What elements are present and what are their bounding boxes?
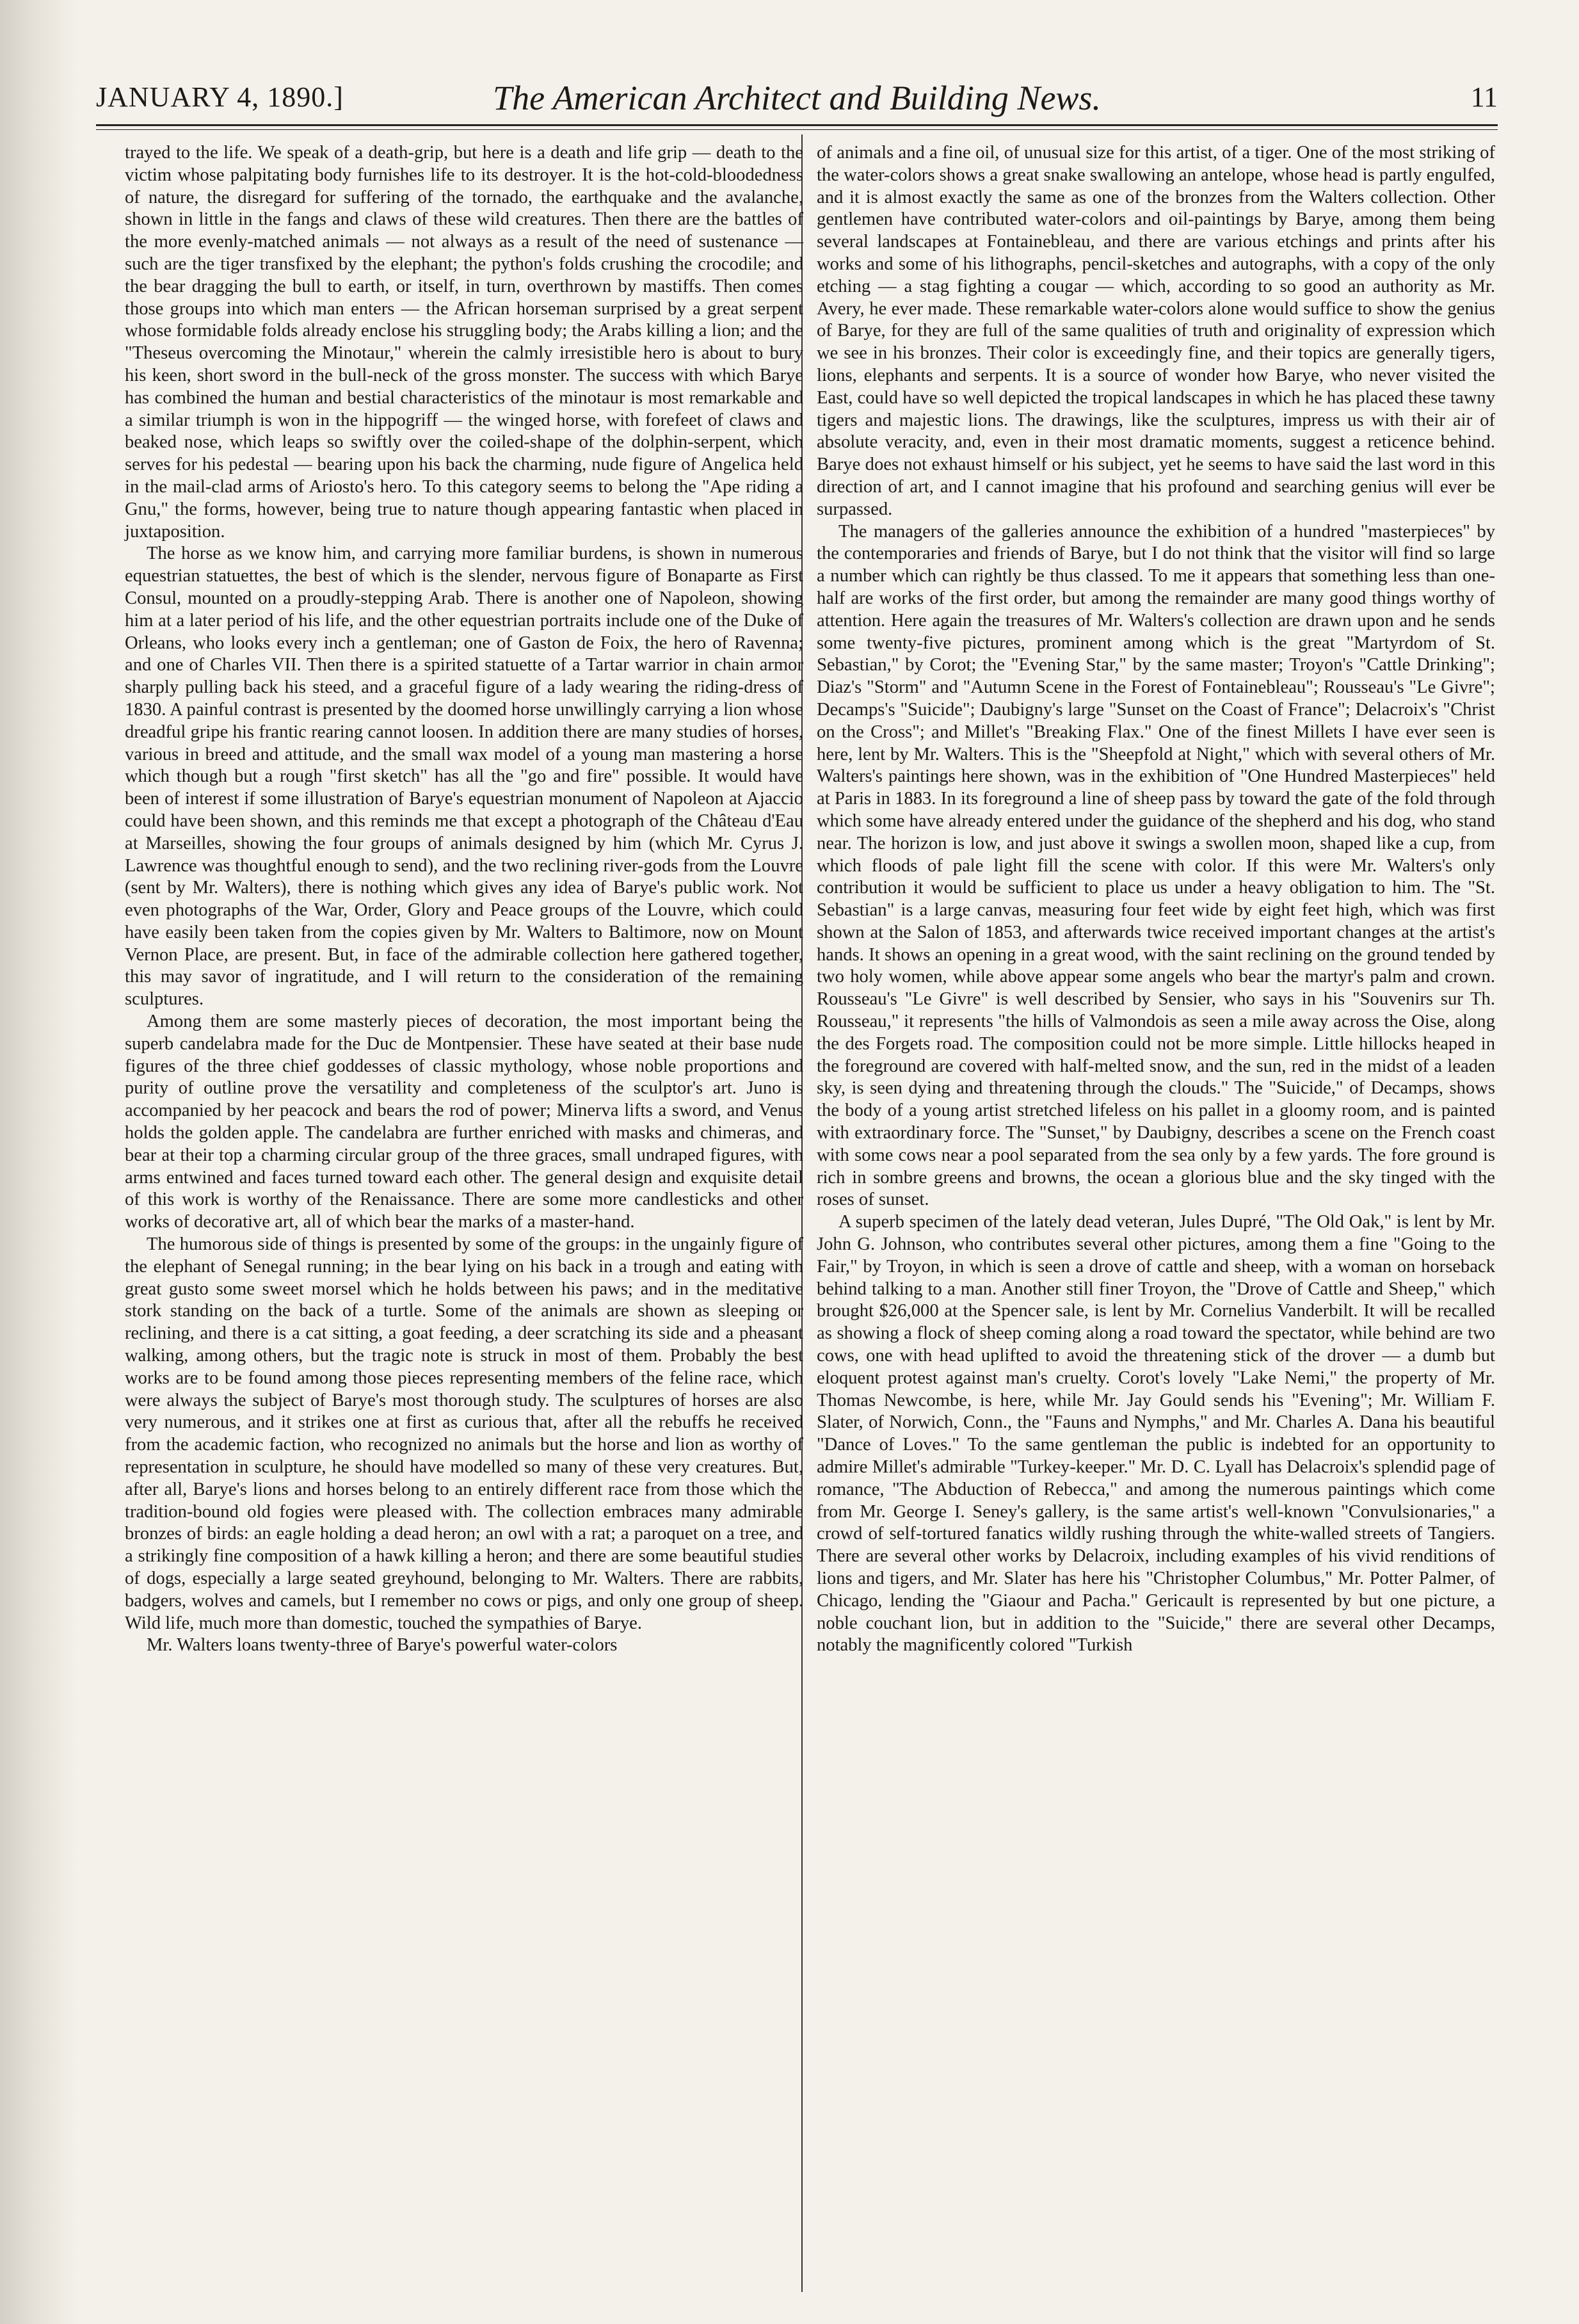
paragraph: trayed to the life. We speak of a death-grip, but here is a death and life grip — death to the victim whose palpitating body furnishes life to its destroyer. It is the hot-cold-bloodedness of nature, the disregard for suffering of the tornado, the earthquake and the avalanche, shown in little in the fangs and claws of these wild creatures. Then there are the battles of the more evenly-matched animals — not always as a result of the need of sustenance — such are the tiger transfixed by the elephant; the python's folds crushing the crocodile; and the bear dragging the bull to earth, or itself, in turn, overthrown by mastiffs. Then comes those groups into which man enters — the African horseman surprised by a great serpent whose formidable folds already enclose his struggling body; the Arabs killing a lion; and the "Theseus overcoming the Minotaur," wherein the calmly irresistible hero is about to bury his keen, short sword in the bull-neck of the gross monster. The success with which Barye has combined the human and bestial characteristics of the minotaur is most remarkable and a similar triumph is won in the hippogriff — the winged horse, with forefeet of claws and beaked nose, which leaps so swiftly over the coiled-shape of the dolphin-serpent, which serves for his pedestal — bearing upon his back the charming, nude figure of Angelica held in the mail-clad arms of Ariosto's hero. To this category seems to belong the "Ape riding a Gnu," the forms, however, being true to nature though appearing fantastic when placed in juxtaposition. (125, 143, 803, 542)
page-number: 11 (1470, 81, 1498, 113)
publication-title: The American Architect and Building News. (493, 79, 1101, 117)
paragraph: The managers of the galleries announce the exhibition of a hundred "masterpieces" by the contemporaries and friends of Barye, but I do not think that the visitor will find so large a number which can rightly be thus classed. To me it appears that something less than one-half are works of the first order, but among the remainder are many good things worthy of attention. Here again the treasures of Mr. Walters's collection are drawn upon and he sends some twenty-five pictures, prominent among which is the great "Martyrdom of St. Sebastian," by Corot; the "Evening Star," by the same master; Troyon's "Cattle Drinking"; Diaz's "Storm" and "Autumn Scene in the Forest of Fontainebleau"; Rousseau's "Le Givre"; Decamps's "Suicide"; Daubigny's large "Sunset on the Coast of France"; Delacroix's "Christ on the Cross"; and Millet's "Breaking Flax." One of the finest Millets I have ever seen is here, lent by Mr. Walters. This is the "Sheepfold at Night," which with several others of Mr. Walters's paintings here shown, was in the exhibition of "One Hundred Masterpieces" held at Paris in 1883. In its foreground a line of sheep pass by toward the gate of the fold through which some have already entered under the guidance of the shepherd and his dog, who stand near. The horizon is low, and just above it swings a swollen moon, shaped like a cup, from which floods of pale light fill the scene with color. If this were Mr. Walters's only contribution it would be sufficient to place us under a heavy obligation to him. The "St. Sebastian" is a large canvas, measuring four feet wide by eight feet high, which was first shown at the Salon of 1853, and afterwards twice received important changes at the artist's hands. It shows an opening in a great wood, with the saint reclining on the ground tended by two holy women, while above appear some angels who bear the martyr's palm and crown. Rousseau's "Le Givre" is well described by Sensier, who says in his "Souvenirs sur Th. Rousseau," it represents "the hills of Valmondois as seen a mile away across the Oise, along the des Forgets road. The composition could not be more simple. Little hillocks heaped in the foreground are covered with half-melted snow, and the sun, red in the midst of a leaden sky, is seen dying and threatening through the clouds." The "Suicide," of Decamps, shows the body of a young artist stretched lifeless on his pallet in a gloomy room, and is painted with extraordinary force. The "Sunset," by Daubigny, describes a scene on the French coast with some cows near a pool separated from the sea only by a few yards. The fore ground is rich in sombre greens and browns, the ocean a glorious blue and the sky tinged with the roses of sunset. (817, 521, 1495, 1210)
left-column (125, 142, 803, 1657)
paragraph: Among them are some masterly pieces of decoration, the most important being the superb candelabra made for the Duc de Montpensier. These have seated at their base nude figures of the three chief goddesses of classic mythology, whose noble proportions and purity of outline prove the versatility and completeness of the sculptor's art. Juno is accompanied by her peacock and bears the rod of power; Minerva lifts a sword, and Venus holds the golden apple. The candelabra are further enriched with masks and chimeras, and bear at their top a charming circular group of the three graces, small undraped figures, with arms entwined and faces turned toward each other. The general design and exquisite detail of this work is worthy of the Renaissance. There are some more candlesticks and other works of decorative art, all of which bear the marks of a master-hand. (125, 1012, 803, 1232)
page-binding-shadow (0, 0, 77, 2324)
paragraph: The horse as we know him, and carrying more familiar burdens, is shown in numerous equestrian statuettes, the best of which is the slender, nervous figure of Bonaparte as First Consul, mounted on a proudly-stepping Arab. There is another one of Napoleon, showing him at a later period of his life, and the other equestrian portraits include one of the Duke of Orleans, who looks every inch a gentleman; one of Gaston de Foix, the hero of Ravenna; and one of Charles VII. Then there is a spirited statuette of a Tartar warrior in chain armor sharply pulling back his steed, and a graceful figure of a lady wearing the riding-dress of 1830. A painful contrast is presented by the doomed horse unwillingly carrying a lion whose dreadful gripe his frantic rearing cannot loosen. In addition there are many studies of horses, various in breed and attitude, and the small wax model of a young man mastering a horse which though but a rough "first sketch" has all the "go and fire" possible. It would have been of interest if some illustration of Barye's equestrian monument of Napoleon at Ajaccio could have been shown, and this reminds me that except a photograph of the Château d'Eau at Marseilles, showing the four groups of animals designed by him (which Mr. Cyrus J. Lawrence was thoughtful enough to send), and the two reclining river-gods from the Louvre (sent by Mr. Walters), there is nothing which gives any idea of Barye's public work. Not even photographs of the War, Order, Glory and Peace groups of the Louvre, which could have easily been taken from the copies given by Mr. Walters to Baltimore, now on Mount Vernon Place, are present. But, in face of the admirable collection here gathered together, this may savor of ingratitude, and I will return to the consideration of the remaining sculptures. (125, 544, 803, 1010)
header-rule-thick (96, 124, 1498, 126)
header-rule-thin (96, 129, 1498, 130)
paragraph: The humorous side of things is presented by some of the groups: in the ungainly figure of the elephant of Senegal running; in the bear lying on his back in a trough and eating with great gusto some sweet morsel which he holds between his paws; and in the meditative stork standing on the back of a turtle. Some of the animals are shown as sleeping or reclining, and there is a cat sitting, a goat feeding, a deer scratching its side and a pheasant walking, among others, but the tragic note is struck in most of them. Probably the best works are to be found among those pieces representing members of the feline race, which were always the subject of Barye's most thorough study. The sculptures of horses are also very numerous, and it strikes one at first as curious that, after all the rebuffs he received from the academic faction, who recognized no animals but the horse and lion as worthy of representation in sculpture, he should have modelled so many of these very creatures. But, after all, Barye's lions and horses belong to an entirely different race from those which the tradition-bound old fogies were pleased with. The collection embraces many admirable bronzes of birds: an eagle holding a dead heron; an owl with a rat; a paroquet on a tree, and a strikingly fine composition of a hawk killing a heron; and there are some beautiful studies of dogs, especially a large seated greyhound, belonging to Mr. Walters. There are rabbits, badgers, wolves and camels, but I remember no cows or pigs, and only one group of sheep. Wild life, much more than domestic, touched the sympathies of Barye. (125, 1234, 803, 1633)
page-header (96, 76, 1498, 120)
paragraph: Mr. Walters loans twenty-three of Barye's powerful water-colors (147, 1635, 618, 1656)
right-column (817, 142, 1495, 1657)
issue-date: JANUARY 4, 1890.] (96, 81, 344, 113)
paragraph: A superb specimen of the lately dead veteran, Jules Dupré, "The Old Oak," is lent by Mr. John G. Johnson, who contributes several other pictures, among them a fine "Going to the Fair," by Troyon, in which is seen a drove of cattle and sheep, with a woman on horseback behind talking to a man. Another still finer Troyon, the "Drove of Cattle and Sheep," which brought $26,000 at the Spencer sale, is lent by Mr. Cornelius Vanderbilt. It will be recalled as showing a flock of sheep coming along a road toward the spectator, while behind are two cows, one with head uplifted to avoid the threatening stick of the drover — a dumb but eloquent protest against man's cruelty. Corot's lovely "Lake Nemi," the property of Mr. Thomas Newcombe, is here, while Mr. Jay Gould sends his "Evening"; Mr. William F. Slater, of Norwich, Conn., the "Fauns and Nymphs," and Mr. Charles A. Dana his beautiful "Dance of Loves." To the same gentleman the public is indebted for an opportunity to admire Millet's admirable "Turkey-keeper." Mr. D. C. Lyall has Delacroix's splendid page of romance, "The Abduction of Rebecca," and among the numerous paintings which come from Mr. George I. Seney's gallery, is the same artist's well-known "Convulsionaries," a crowd of self-tortured fanatics wildly rushing through the white-walled streets of Tangiers. There are several other works by Delacroix, including examples of his vivid renditions of lions and tigers, and Mr. Slater has here his "Christopher Columbus," Mr. Potter Palmer, of Chicago, lending the "Giaour and Pacha." Gericault is represented by but one picture, a noble couchant lion, but in addition to the "Suicide," there are several other Decamps, notably the magnificently colored "Turkish (817, 1212, 1495, 1656)
paragraph: of animals and a fine oil, of unusual size for this artist, of a tiger. One of the most striking of the water-colors shows a great snake swallowing an antelope, whose head is partly engulfed, and it is almost exactly the same as one of the bronzes from the Walters collection. Other gentlemen have contributed water-colors and oil-paintings by Barye, among them being several landscapes at Fontainebleau, and there are various etchings and prints after his works and some of his lithographs, pencil-sketches and autographs, with a copy of the only etching — a stag fighting a cougar — which, according to so good an authority as Mr. Avery, he ever made. These remarkable water-colors alone would suffice to show the genius of Barye, for they are full of the same qualities of truth and originality of expression which we see in his bronzes. Their color is exceedingly fine, and their topics are generally tigers, lions, elephants and serpents. It is a source of wonder how Barye, who never visited the East, could have so well depicted the tropical landscapes in which he has placed these tawny tigers and majestic lions. The drawings, like the sculptures, impress us with their air of absolute veracity, and, even in their most dramatic moments, suggest a reticence behind. Barye does not exhaust himself or his subject, yet he seems to have said the last word in this direction of art, and I cannot imagine that his profound and searching genius will ever be surpassed. (817, 143, 1495, 519)
